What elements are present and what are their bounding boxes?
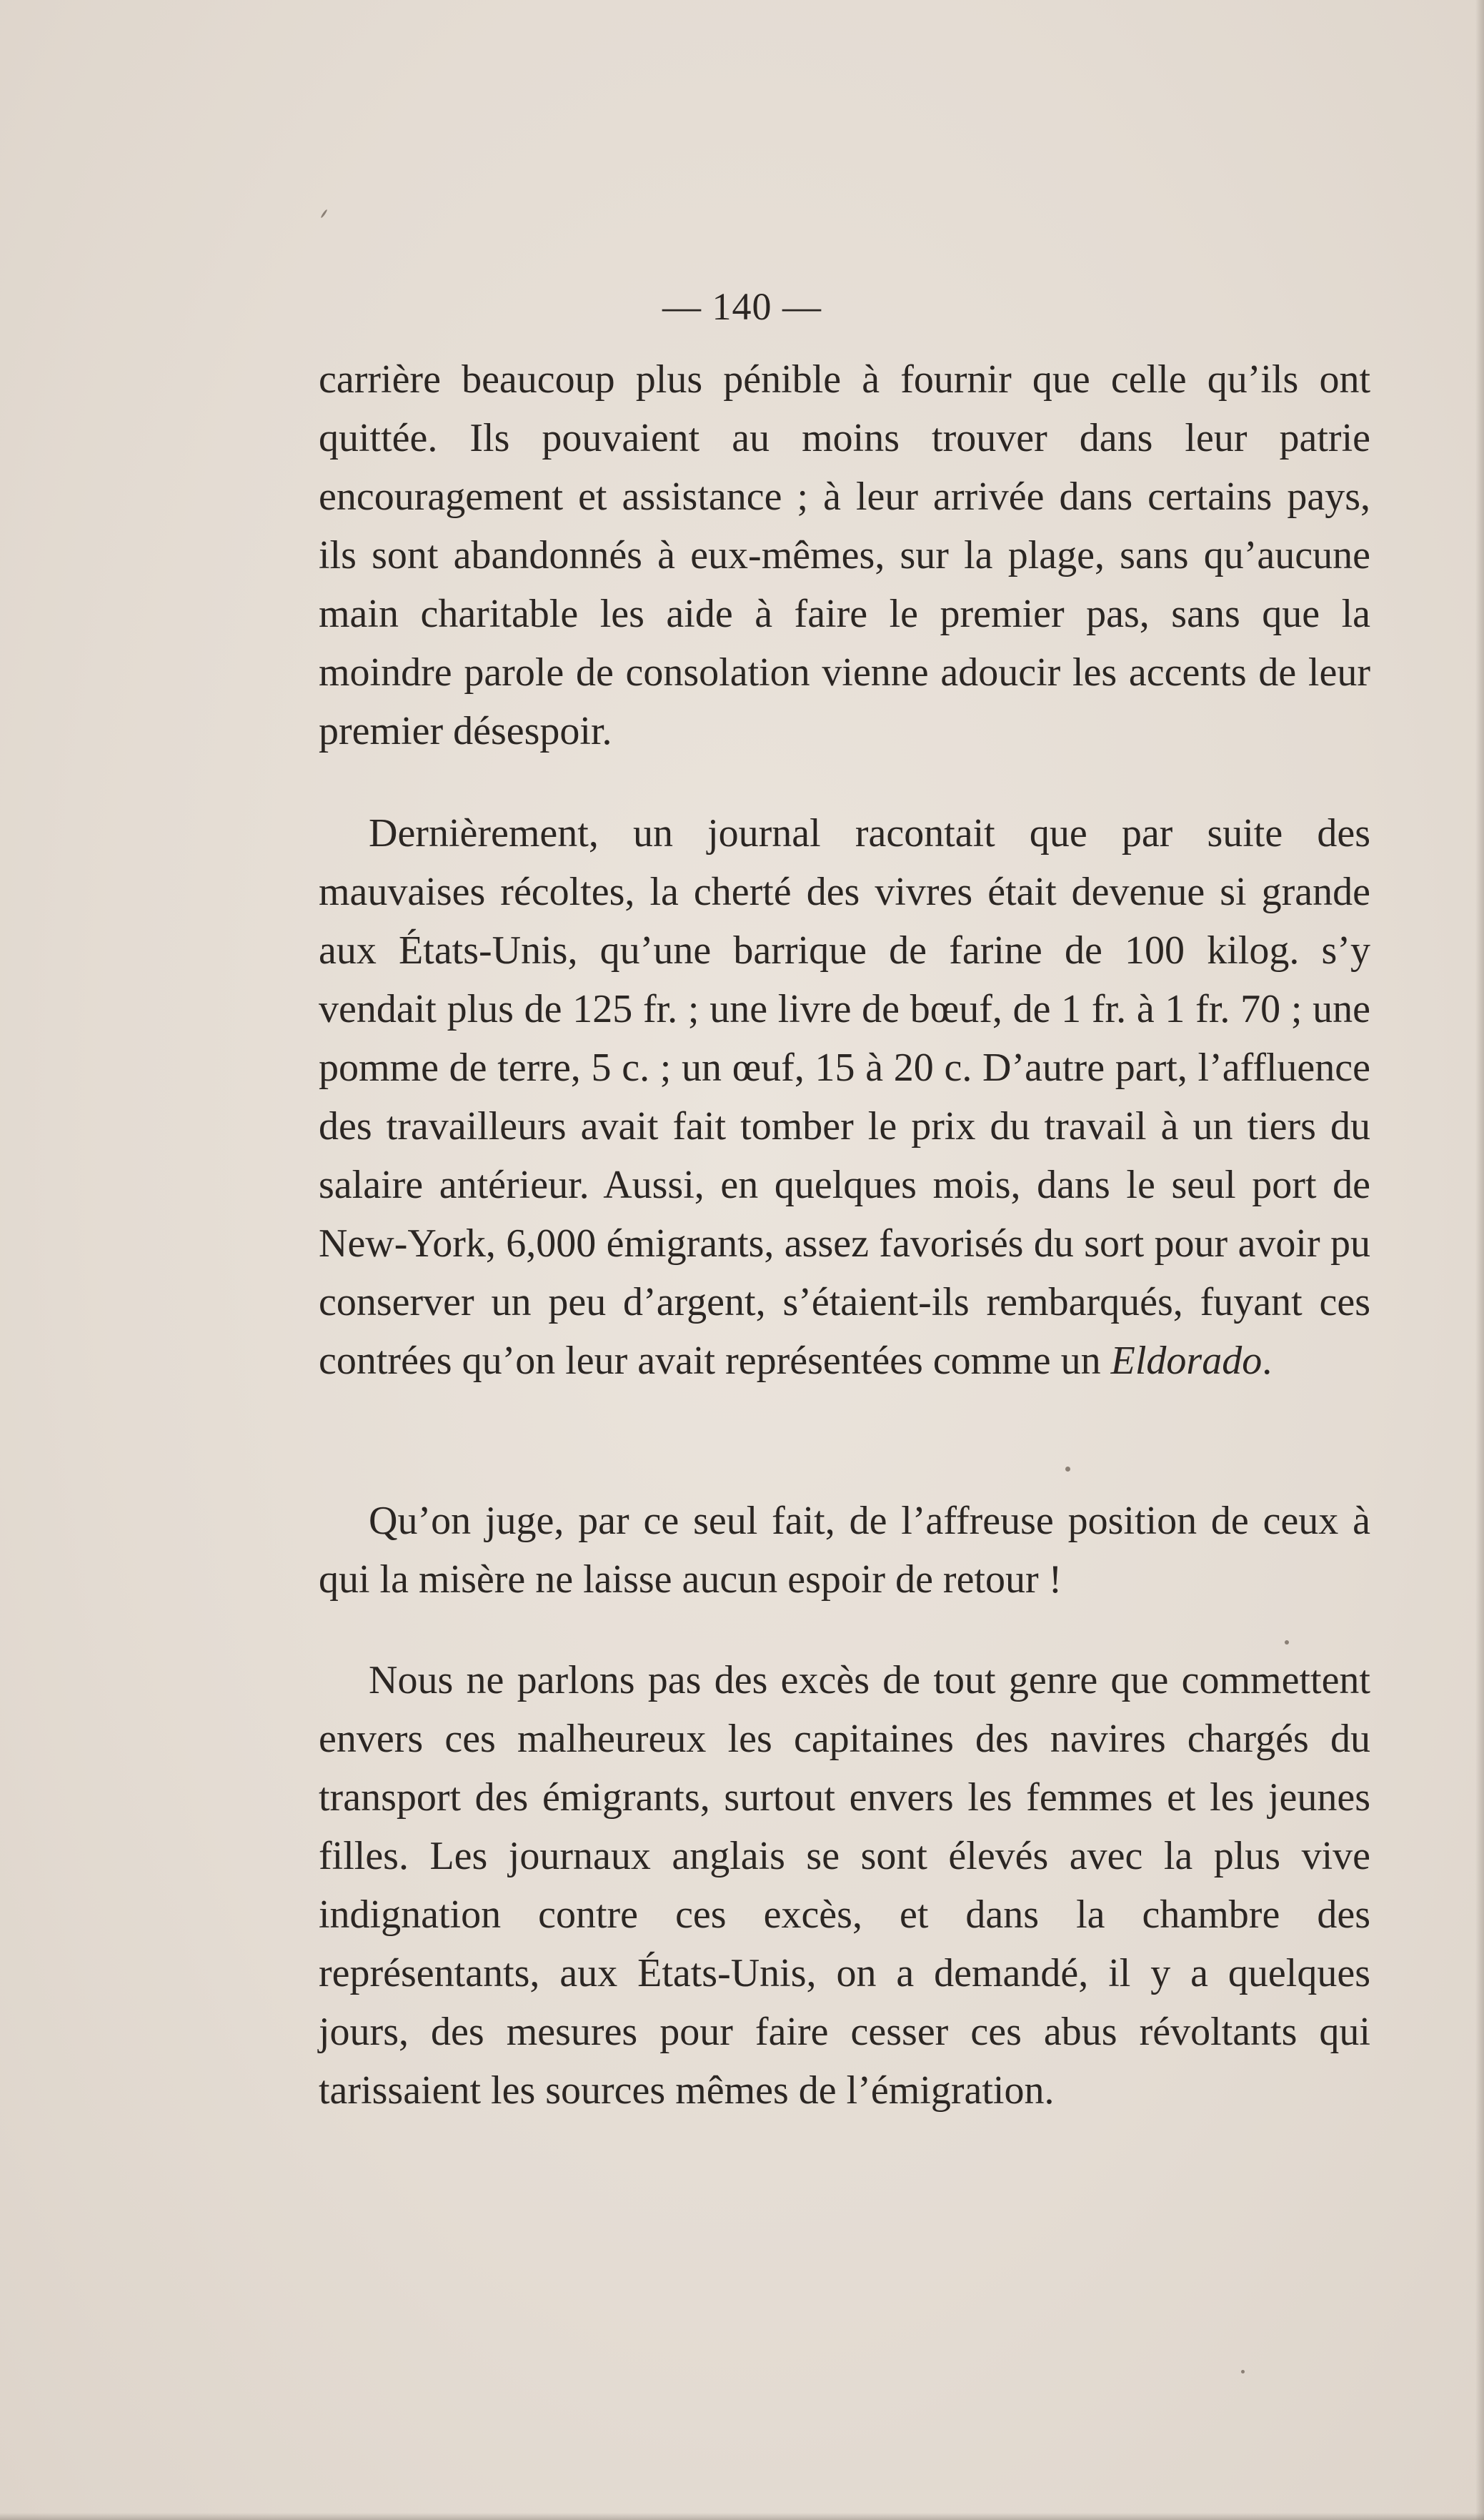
paragraph-2-text: Dernièrement, un journal racontait que par suite des mauvaises récoltes, la cherté des vivres était devenue si grande aux États-Unis, qu’une barrique de farine de 100 kilog. s’y vendait plus de 125 fr. ; une livre de bœuf, de 1 fr. à 1 fr. 70 ; une pomme de terre, 5 c. ; un œuf, 15 à 20 c. D’autre part, l’affluence des travailleurs avait fait tomber le prix du travail à un tiers du salaire antérieur. Aussi, en quelques mois, dans le seul port de New-York, 6,000 émigrants, assez favorisés du sort pour avoir pu conserver un peu d’argent, s’étaient-ils rembarqués, fuyant ces contrées qu’on leur avait représentées comme un	[319, 811, 1370, 1383]
page-edge-shadow	[1475, 0, 1484, 2520]
paper-speck	[1065, 1467, 1070, 1472]
page-bottom-shadow	[0, 2513, 1484, 2520]
page-number: — 140 —	[662, 285, 822, 328]
paper-speck	[1241, 2370, 1245, 2373]
paper-speck	[1285, 1640, 1289, 1645]
paragraph-1: carrière beaucoup plus pénible à fournir que celle qu’ils ont quittée. Ils pouvaient au moins trouver dans leur patrie encouragement et assistance ; à leur arrivée dans certains pays, ils sont abandonnés à eux-mêmes, sur la plage, sans qu’aucune main charitable les aide à faire le premier pas, sans que la moindre parole de consolation vienne adoucir les accents de leur premier désespoir.	[319, 357, 1370, 753]
paragraph-2	[319, 804, 1370, 1390]
paragraph-2-end: .	[1262, 1339, 1273, 1383]
paragraph-4: Nous ne parlons pas des excès de tout genre que commettent envers ces malheureux les capitaines des navires chargés du transport des émigrants, surtout envers les femmes et les jeunes filles. Les journaux anglais se sont élevés avec la plus vive indignation contre ces excès, et dans la chambre des représentants, aux États-Unis, on a demandé, il y a quelques jours, des mesures pour faire cesser ces abus révoltants qui tarissaient les sources mêmes de l’émigration.	[319, 1658, 1370, 2113]
emphasis-eldorado: Eldorado	[1110, 1339, 1263, 1383]
paragraph-3: Qu’on juge, par ce seul fait, de l’affreuse position de ceux à qui la misère ne laisse aucun espoir de retour !	[319, 1499, 1370, 1602]
paper-speck	[320, 209, 327, 218]
